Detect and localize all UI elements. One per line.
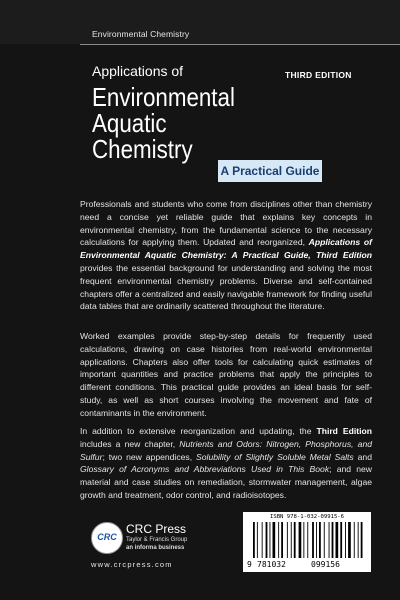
barcode-bar xyxy=(361,522,363,558)
crc-logo-mark: CRC xyxy=(97,532,117,542)
barcode-bar xyxy=(270,522,271,558)
title-line-small: Applications of xyxy=(92,63,184,79)
barcode-bar xyxy=(299,522,302,558)
barcode-bar xyxy=(307,522,308,558)
barcode-bar xyxy=(316,522,317,558)
description-paragraph-2: Worked examples provide step-by-step details for frequently used calculations, drawing on case histories from real-world environmental applications. Chapters also offer tools for calculating quick estimates of important quantities and practice problems that apply the principles to different conditions. This practical guide provides an ideal basis for self-study, as well as short courses involving the movement and fate of contaminants in the environment. xyxy=(80,331,372,418)
isbn-label: ISBN 978-1-032-09915-6 xyxy=(269,514,345,520)
barcode-bar xyxy=(287,522,288,558)
barcode-bar xyxy=(291,522,292,558)
barcode-bar xyxy=(294,522,296,558)
barcode-bar xyxy=(266,522,268,558)
subtitle-badge: A Practical Guide xyxy=(218,160,322,182)
barcode-bar xyxy=(354,522,355,558)
publisher-name: CRC Press xyxy=(126,522,187,536)
header-bar xyxy=(0,0,400,44)
barcode-bar xyxy=(273,522,276,558)
publisher-business: an informa business xyxy=(126,545,185,551)
isbn-barcode xyxy=(243,512,371,572)
barcode-bar xyxy=(332,522,334,558)
barcode-bar xyxy=(257,522,258,558)
header-divider xyxy=(80,44,400,45)
publisher-group: Taylor & Francis Group xyxy=(126,537,188,543)
barcode-bar xyxy=(319,522,321,558)
barcode-bar xyxy=(329,522,330,558)
barcode-bar xyxy=(340,522,342,558)
barcode-bars xyxy=(243,522,371,560)
barcode-bar xyxy=(253,522,255,558)
barcode-digits-right: 099156 xyxy=(311,560,340,569)
publisher-url: www.crcpress.com xyxy=(91,560,173,569)
barcode-bar xyxy=(281,522,283,558)
barcode-digits-left: 781032 xyxy=(257,560,286,569)
title-line-2: Aquatic xyxy=(92,108,167,138)
barcode-bar xyxy=(336,522,339,558)
series-category: Environmental Chemistry xyxy=(92,29,190,39)
barcode-bar xyxy=(358,522,359,558)
title-line-1: Environmental xyxy=(92,82,235,112)
barcode-bar xyxy=(324,522,325,558)
crc-press-logo xyxy=(91,522,123,554)
description-paragraph-1: Professionals and students who come from disciplines other than chemistry need a concise yet reliable guide that explains key concepts in environmental chemistry, from the fundamental science to the necessary calculations for applying them. Updated and reorganized, Applications of Environmental Aquatic Chemistry: A Practical Guide, Third Edition provides the essential background for understanding and solving the most frequent environmental chemistry problems. Diverse and self-contained chapters offer a centralized and easily navigable framework for finding useful data tables that are ordinarily scattered throughout the literature. xyxy=(80,199,372,312)
barcode-bar xyxy=(345,522,346,558)
title-line-3: Chemistry xyxy=(92,134,193,164)
barcode-digit-first: 9 xyxy=(247,560,252,569)
barcode-bar xyxy=(262,522,263,558)
barcode-bar xyxy=(312,522,314,558)
edition-label: THIRD EDITION xyxy=(285,70,352,80)
barcode-bar xyxy=(303,522,304,558)
barcode-bar xyxy=(348,522,351,558)
barcode-bar xyxy=(278,522,279,558)
description-paragraph-3: In addition to extensive reorganization and updating, the Third Edition includes a new chapter, Nutrients and Odors: Nitrogen, Phosphorus, and Sulfur; two new appendices, Solubility of Slightly Soluble Metal Salts and Glossary of Acronyms and Abbreviations Used in This Book; and new material and case studies on remediation, stormwater management, algae growth and treatment, odor control, and radioisotopes. xyxy=(80,426,372,500)
